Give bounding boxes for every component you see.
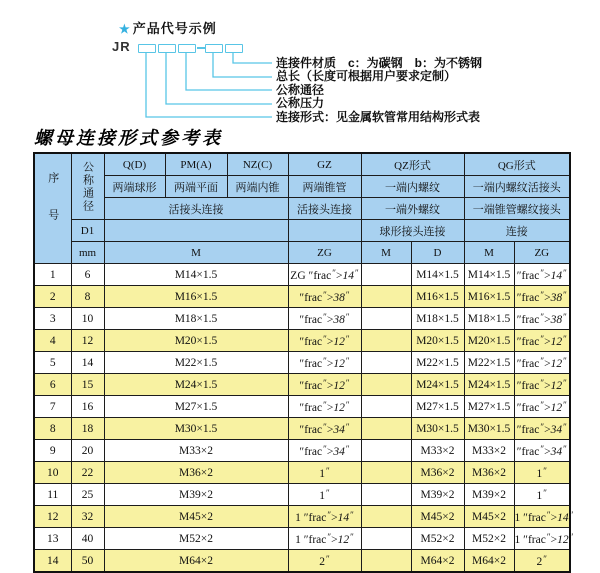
header-q: Q(D)	[104, 153, 165, 176]
header-qz-sub1: 一端内螺纹	[361, 176, 464, 198]
code-box-4	[205, 44, 223, 53]
cell-qz-m	[361, 528, 411, 550]
header-pm: PM(A)	[165, 153, 227, 176]
cell-seq: 6	[34, 374, 71, 396]
cell-qg-zg: 1 ″frac″>12″	[514, 528, 570, 550]
cell-qz-d: M45×2	[411, 506, 464, 528]
header-empty-1	[104, 220, 288, 242]
cell-qz-m	[361, 374, 411, 396]
cell-m: M45×2	[104, 506, 288, 528]
header-qg-conn: 连接	[464, 220, 570, 242]
cell-dn: 16	[71, 396, 104, 418]
cell-gz: ″frac″>34″	[288, 440, 361, 462]
cell-qg-zg: ″frac″>14″	[514, 264, 570, 286]
header-qz-d: D	[411, 242, 464, 264]
cell-qg-zg: 2″	[514, 550, 570, 573]
cell-gz: 1 ″frac″>12″	[288, 528, 361, 550]
cell-qg-m: M27×1.5	[464, 396, 514, 418]
cell-qg-zg: ″frac″>12″	[514, 396, 570, 418]
code-box-2	[158, 44, 176, 53]
cell-qz-m	[361, 506, 411, 528]
cell-dn: 50	[71, 550, 104, 573]
cell-m: M14×1.5	[104, 264, 288, 286]
cell-qg-zg: ″frac″>12″	[514, 352, 570, 374]
cell-seq: 3	[34, 308, 71, 330]
label-connection-type: 连接形式：见金属软管常用结构形式表	[276, 110, 481, 124]
label-total-length: 总长（长度可根据用户要求定制）	[276, 69, 457, 83]
header-qg-zg: ZG	[514, 242, 570, 264]
cell-qz-m	[361, 418, 411, 440]
cell-qg-m: M36×2	[464, 462, 514, 484]
cell-dn: 15	[71, 374, 104, 396]
cell-m: M52×2	[104, 528, 288, 550]
header-nz-sub: 两端内锥	[227, 176, 288, 198]
cell-qz-d: M14×1.5	[411, 264, 464, 286]
header-qg: QG形式	[464, 153, 570, 176]
table-row	[34, 330, 570, 352]
cell-qz-m	[361, 352, 411, 374]
cell-m: M22×1.5	[104, 352, 288, 374]
header-m-main: M	[104, 242, 288, 264]
header-gz-conn: 活接头连接	[288, 198, 361, 220]
cell-qz-d: M36×2	[411, 462, 464, 484]
table-body	[34, 264, 574, 573]
label-nominal-diameter: 公称通径	[276, 83, 325, 97]
cell-qg-zg: 1″	[514, 462, 570, 484]
header-qz-conn: 球形接头连接	[361, 220, 464, 242]
cell-m: M64×2	[104, 550, 288, 573]
cell-qg-m: M14×1.5	[464, 264, 514, 286]
cell-qz-m	[361, 264, 411, 286]
cell-qg-m: M52×2	[464, 528, 514, 550]
header-qg-sub1: 一端内螺纹活接头	[464, 176, 570, 198]
cell-gz: ″frac″>12″	[288, 396, 361, 418]
cell-seq: 9	[34, 440, 71, 462]
cell-dn: 20	[71, 440, 104, 462]
cell-dn: 6	[71, 264, 104, 286]
cell-seq: 13	[34, 528, 71, 550]
code-dash	[197, 47, 205, 49]
cell-qg-m: M20×1.5	[464, 330, 514, 352]
code-prefix: JR	[112, 39, 131, 54]
cell-qz-d: M30×1.5	[411, 418, 464, 440]
cell-qz-m	[361, 484, 411, 506]
cell-dn: 14	[71, 352, 104, 374]
header-qz: QZ形式	[361, 153, 464, 176]
cell-seq: 10	[34, 462, 71, 484]
diagram-heading	[119, 18, 217, 37]
cell-gz: 1″	[288, 462, 361, 484]
header-d1: D1	[71, 220, 104, 242]
header-qz-sub2: 一端外螺纹	[361, 198, 464, 220]
cell-qg-m: M30×1.5	[464, 418, 514, 440]
table-row	[34, 396, 570, 418]
header-qg-sub2: 一端锥管螺纹接头	[464, 198, 570, 220]
cell-seq: 11	[34, 484, 71, 506]
cell-m: M33×2	[104, 440, 288, 462]
cell-gz: 2″	[288, 550, 361, 573]
table-row	[34, 462, 570, 484]
cell-qz-m	[361, 330, 411, 352]
header-gz-sub: 两端锥管	[288, 176, 361, 198]
table-row	[34, 528, 570, 550]
cell-gz: 1 ″frac″>14″	[288, 506, 361, 528]
cell-qz-d: M33×2	[411, 440, 464, 462]
code-box-3	[178, 44, 196, 53]
cell-seq: 4	[34, 330, 71, 352]
cell-m: M18×1.5	[104, 308, 288, 330]
cell-m: M36×2	[104, 462, 288, 484]
cell-m: M27×1.5	[104, 396, 288, 418]
label-nominal-pressure: 公称压力	[276, 96, 325, 110]
cell-seq: 12	[34, 506, 71, 528]
cell-dn: 25	[71, 484, 104, 506]
nut-connection-table	[33, 152, 574, 573]
cell-qz-m	[361, 550, 411, 573]
header-empty-2	[288, 220, 361, 242]
star-icon: ★	[119, 22, 131, 36]
cell-gz: ″frac″>12″	[288, 352, 361, 374]
cell-qz-d: M27×1.5	[411, 396, 464, 418]
cell-qg-zg: ″frac″>38″	[514, 286, 570, 308]
cell-gz: ″frac″>12″	[288, 330, 361, 352]
cell-seq: 2	[34, 286, 71, 308]
header-zg-main: ZG	[288, 242, 361, 264]
cell-qg-m: M45×2	[464, 506, 514, 528]
cell-qz-d: M52×2	[411, 528, 464, 550]
table-row	[34, 264, 570, 286]
cell-qg-zg: ″frac″>34″	[514, 418, 570, 440]
table-row	[34, 286, 570, 308]
cell-m: M20×1.5	[104, 330, 288, 352]
table-row	[34, 550, 570, 573]
cell-qz-m	[361, 396, 411, 418]
cell-dn: 12	[71, 330, 104, 352]
cell-qg-zg: 1 ″frac″>14″	[514, 506, 570, 528]
label-material: 连接件材质 c：为碳钢 b：为不锈钢	[276, 56, 483, 70]
cell-m: M39×2	[104, 484, 288, 506]
table-title: 螺母连接形式参考表	[34, 128, 223, 149]
cell-seq: 5	[34, 352, 71, 374]
table-row	[34, 418, 570, 440]
cell-qg-zg: ″frac″>12″	[514, 374, 570, 396]
cell-gz: ″frac″>12″	[288, 374, 361, 396]
cell-gz: ″frac″>34″	[288, 418, 361, 440]
header-qz-m: M	[361, 242, 411, 264]
product-code-diagram	[0, 0, 600, 126]
cell-qz-d: M22×1.5	[411, 352, 464, 374]
cell-qz-m	[361, 286, 411, 308]
cell-m: M30×1.5	[104, 418, 288, 440]
table-row	[34, 352, 570, 374]
cell-dn: 10	[71, 308, 104, 330]
cell-qg-zg: 1″	[514, 484, 570, 506]
cell-qz-d: M64×2	[411, 550, 464, 573]
header-dn: 公称通径	[71, 153, 104, 220]
header-pm-sub: 两端平面	[165, 176, 227, 198]
cell-dn: 8	[71, 286, 104, 308]
code-box-1	[138, 44, 156, 53]
cell-dn: 18	[71, 418, 104, 440]
cell-m: M24×1.5	[104, 374, 288, 396]
cell-qz-d: M39×2	[411, 484, 464, 506]
header-gz: GZ	[288, 153, 361, 176]
code-box-5	[225, 44, 243, 53]
header-q-sub: 两端球形	[104, 176, 165, 198]
cell-qg-m: M24×1.5	[464, 374, 514, 396]
cell-qz-d: M16×1.5	[411, 286, 464, 308]
cell-qz-d: M20×1.5	[411, 330, 464, 352]
cell-qg-m: M22×1.5	[464, 352, 514, 374]
cell-seq: 8	[34, 418, 71, 440]
header-union-conn: 活接头连接	[104, 198, 288, 220]
cell-qg-zg: ″frac″>34″	[514, 440, 570, 462]
cell-seq: 14	[34, 550, 71, 573]
cell-dn: 32	[71, 506, 104, 528]
header-mm: mm	[71, 242, 104, 264]
cell-qg-zg: ″frac″>38″	[514, 308, 570, 330]
cell-qg-m: M16×1.5	[464, 286, 514, 308]
cell-qg-m: M64×2	[464, 550, 514, 573]
cell-qg-m: M39×2	[464, 484, 514, 506]
cell-qz-m	[361, 462, 411, 484]
header-seq: 序号	[34, 153, 71, 264]
cell-gz: ZG ″frac″>14″	[288, 264, 361, 286]
cell-m: M16×1.5	[104, 286, 288, 308]
cell-qz-m	[361, 440, 411, 462]
cell-qg-zg: ″frac″>12″	[514, 330, 570, 352]
table-row	[34, 374, 570, 396]
table-row	[34, 506, 570, 528]
cell-qg-m: M18×1.5	[464, 308, 514, 330]
table-row	[34, 440, 570, 462]
table-row	[34, 308, 570, 330]
header-nz: NZ(C)	[227, 153, 288, 176]
cell-dn: 40	[71, 528, 104, 550]
cell-qz-d: M24×1.5	[411, 374, 464, 396]
cell-qg-m: M33×2	[464, 440, 514, 462]
diagram-heading-text: 产品代号示例	[132, 21, 217, 36]
header-qg-m: M	[464, 242, 514, 264]
cell-gz: ″frac″>38″	[288, 308, 361, 330]
table-row	[34, 484, 570, 506]
cell-qz-d: M18×1.5	[411, 308, 464, 330]
cell-dn: 22	[71, 462, 104, 484]
cell-seq: 1	[34, 264, 71, 286]
cell-qz-m	[361, 308, 411, 330]
cell-seq: 7	[34, 396, 71, 418]
cell-gz: ″frac″>38″	[288, 286, 361, 308]
cell-gz: 1″	[288, 484, 361, 506]
